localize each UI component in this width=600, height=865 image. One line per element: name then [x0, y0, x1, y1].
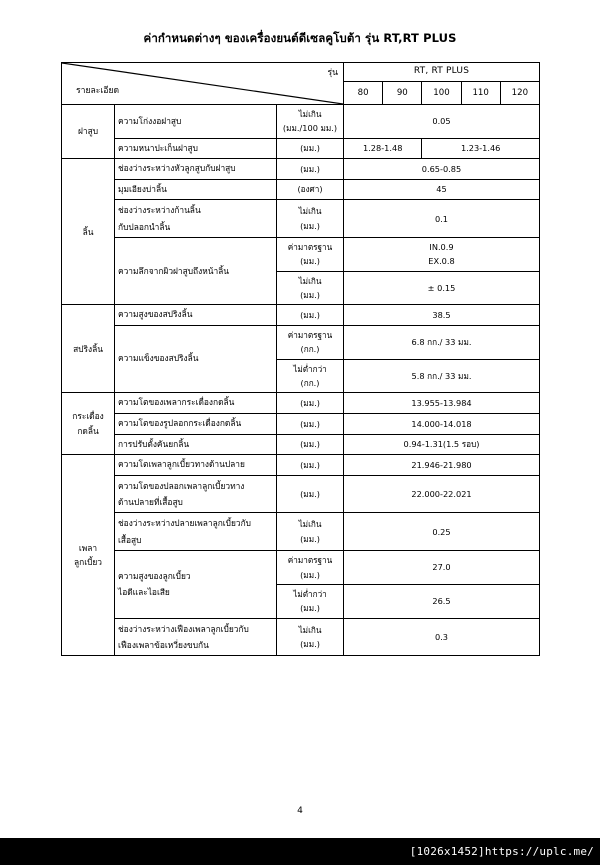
table-row [62, 305, 540, 326]
row-value: 6.8 กก./ 33 มม. [344, 326, 540, 360]
row-group-label: กระเดื่อง กดลิ้น [62, 393, 115, 455]
row-value: 0.1 [344, 200, 540, 238]
footer-watermark-bar [0, 838, 600, 865]
row-value: IN.0.9 EX.0.8 [344, 238, 540, 272]
row-description: ความโตของเพลากระเดื่องกดลิ้น [115, 393, 277, 414]
row-unit: (มม.) [277, 413, 344, 434]
table-header [62, 63, 540, 105]
table-row [62, 238, 540, 272]
row-unit: ไม่เกิน (มม.) [277, 200, 344, 238]
row-value: 38.5 [344, 305, 540, 326]
row-description: ความโตของรูปลอกกระเดื่องกดลิ้น [115, 413, 277, 434]
row-value: ± 0.15 [344, 271, 540, 305]
row-unit: ไม่เกิน (มม.) [277, 271, 344, 305]
row-group-label: สปริงลิ้น [62, 305, 115, 393]
table-row [62, 551, 540, 585]
row-value: 27.0 [344, 551, 540, 585]
table-row [62, 434, 540, 455]
row-value: 26.5 [344, 584, 540, 618]
header-model-label: รุ่น [327, 68, 339, 78]
header-diagonal-cell [62, 63, 344, 105]
row-description: ความสูงของสปริงลิ้น [115, 305, 277, 326]
row-unit: (มม.) [277, 305, 344, 326]
row-unit: ค่ามาตรฐาน (กก.) [277, 326, 344, 360]
specification-table [61, 62, 540, 656]
row-description: ช่องว่างระหว่างเฟืองเพลาลูกเบี้ยวกับ เฟืองเพลาข้อเหวี่ยงขบกัน [115, 618, 277, 656]
row-description: ความแข็งของสปริงลิ้น [115, 326, 277, 393]
row-description: ความลึกจากผิวฝาสูบถึงหน้าลิ้น [115, 238, 277, 305]
row-unit: ไม่ต่ำกว่า (มม.) [277, 584, 344, 618]
row-description: ช่องว่างระหว่างปลายเพลาลูกเบี้ยวกับ เสื้อสูบ [115, 513, 277, 551]
table-row [62, 455, 540, 476]
row-group-label: ฝาสูบ [62, 105, 115, 159]
specification-table-wrapper [61, 62, 539, 656]
table-row [62, 159, 540, 180]
header-model-100: 100 [422, 82, 461, 105]
row-value: 1.28-1.48 [344, 138, 422, 159]
footer-watermark-text: [1026x1452]https://uplc.me/ [409, 845, 594, 858]
table-body [62, 105, 540, 656]
table-row [62, 105, 540, 139]
page-number: 4 [297, 806, 303, 816]
row-description: ความโตเพลาลูกเบี้ยวทางด้านปลาย [115, 455, 277, 476]
row-description: ความโตของปลอกเพลาลูกเบี้ยวทาง ด้านปลายที่เสื้อสูบ [115, 475, 277, 513]
row-value: 1.23-1.46 [422, 138, 540, 159]
table-row [62, 393, 540, 414]
row-unit: ค่ามาตรฐาน (มม.) [277, 238, 344, 272]
row-group-label: ลิ้น [62, 159, 115, 305]
row-unit: ไม่เกิน (มม./100 มม.) [277, 105, 344, 139]
row-value: 14.000-14.018 [344, 413, 540, 434]
table-row [62, 179, 540, 200]
row-value: 5.8 กก./ 33 มม. [344, 359, 540, 393]
row-description: ความโก่งงอฝาสูบ [115, 105, 277, 139]
header-model-110: 110 [461, 82, 500, 105]
row-unit: ค่ามาตรฐาน (มม.) [277, 551, 344, 585]
row-description: ความสูงของลูกเบี้ยว ไอดีและไอเสีย [115, 551, 277, 618]
row-unit: ไม่ต่ำกว่า (กก.) [277, 359, 344, 393]
table-row [62, 326, 540, 360]
row-description: การปรับตั้งคันยกลิ้น [115, 434, 277, 455]
row-value: 0.25 [344, 513, 540, 551]
row-value: 21.946-21.980 [344, 455, 540, 476]
row-description: ช่องว่างระหว่างก้านลิ้น กับปลอกนำลิ้น [115, 200, 277, 238]
header-model-80: 80 [344, 82, 383, 105]
header-detail-label: รายละเอียด [76, 85, 120, 96]
row-description: ช่องว่างระหว่างหัวลูกสูบกับฝาสูบ [115, 159, 277, 180]
table-row [62, 618, 540, 656]
row-unit: ไม่เกิน (มม.) [277, 618, 344, 656]
row-unit: ไม่เกิน (มม.) [277, 513, 344, 551]
page-title: ค่ากำหนดต่างๆ ของเครื่องยนต์ดีเซลคูโบต้า รุ่น RT,RT PLUS [143, 31, 457, 45]
header-model-90: 90 [383, 82, 422, 105]
row-value: 0.3 [344, 618, 540, 656]
table-row [62, 200, 540, 238]
header-model-120: 120 [500, 82, 539, 105]
row-value: 45 [344, 179, 540, 200]
row-value: 0.05 [344, 105, 540, 139]
row-value: 22.000-22.021 [344, 475, 540, 513]
row-unit: (องศา) [277, 179, 344, 200]
header-row-top [62, 63, 540, 82]
header-family-label: RT, RT PLUS [344, 63, 540, 82]
row-unit: (มม.) [277, 393, 344, 414]
row-description: มุมเอียงบ่าลิ้น [115, 179, 277, 200]
row-unit: (มม.) [277, 434, 344, 455]
table-row [62, 513, 540, 551]
table-row [62, 475, 540, 513]
row-group-label: เพลา ลูกเบี้ยว [62, 455, 115, 656]
row-unit: (มม.) [277, 475, 344, 513]
row-unit: (มม.) [277, 138, 344, 159]
row-value: 0.94-1.31(1.5 รอบ) [344, 434, 540, 455]
row-unit: (มม.) [277, 455, 344, 476]
diagonal-divider-line [62, 63, 343, 104]
row-value: 0.65-0.85 [344, 159, 540, 180]
table-row [62, 413, 540, 434]
row-value: 13.955-13.984 [344, 393, 540, 414]
table-row [62, 138, 540, 159]
row-description: ความหนาปะเก็นฝาสูบ [115, 138, 277, 159]
row-unit: (มม.) [277, 159, 344, 180]
